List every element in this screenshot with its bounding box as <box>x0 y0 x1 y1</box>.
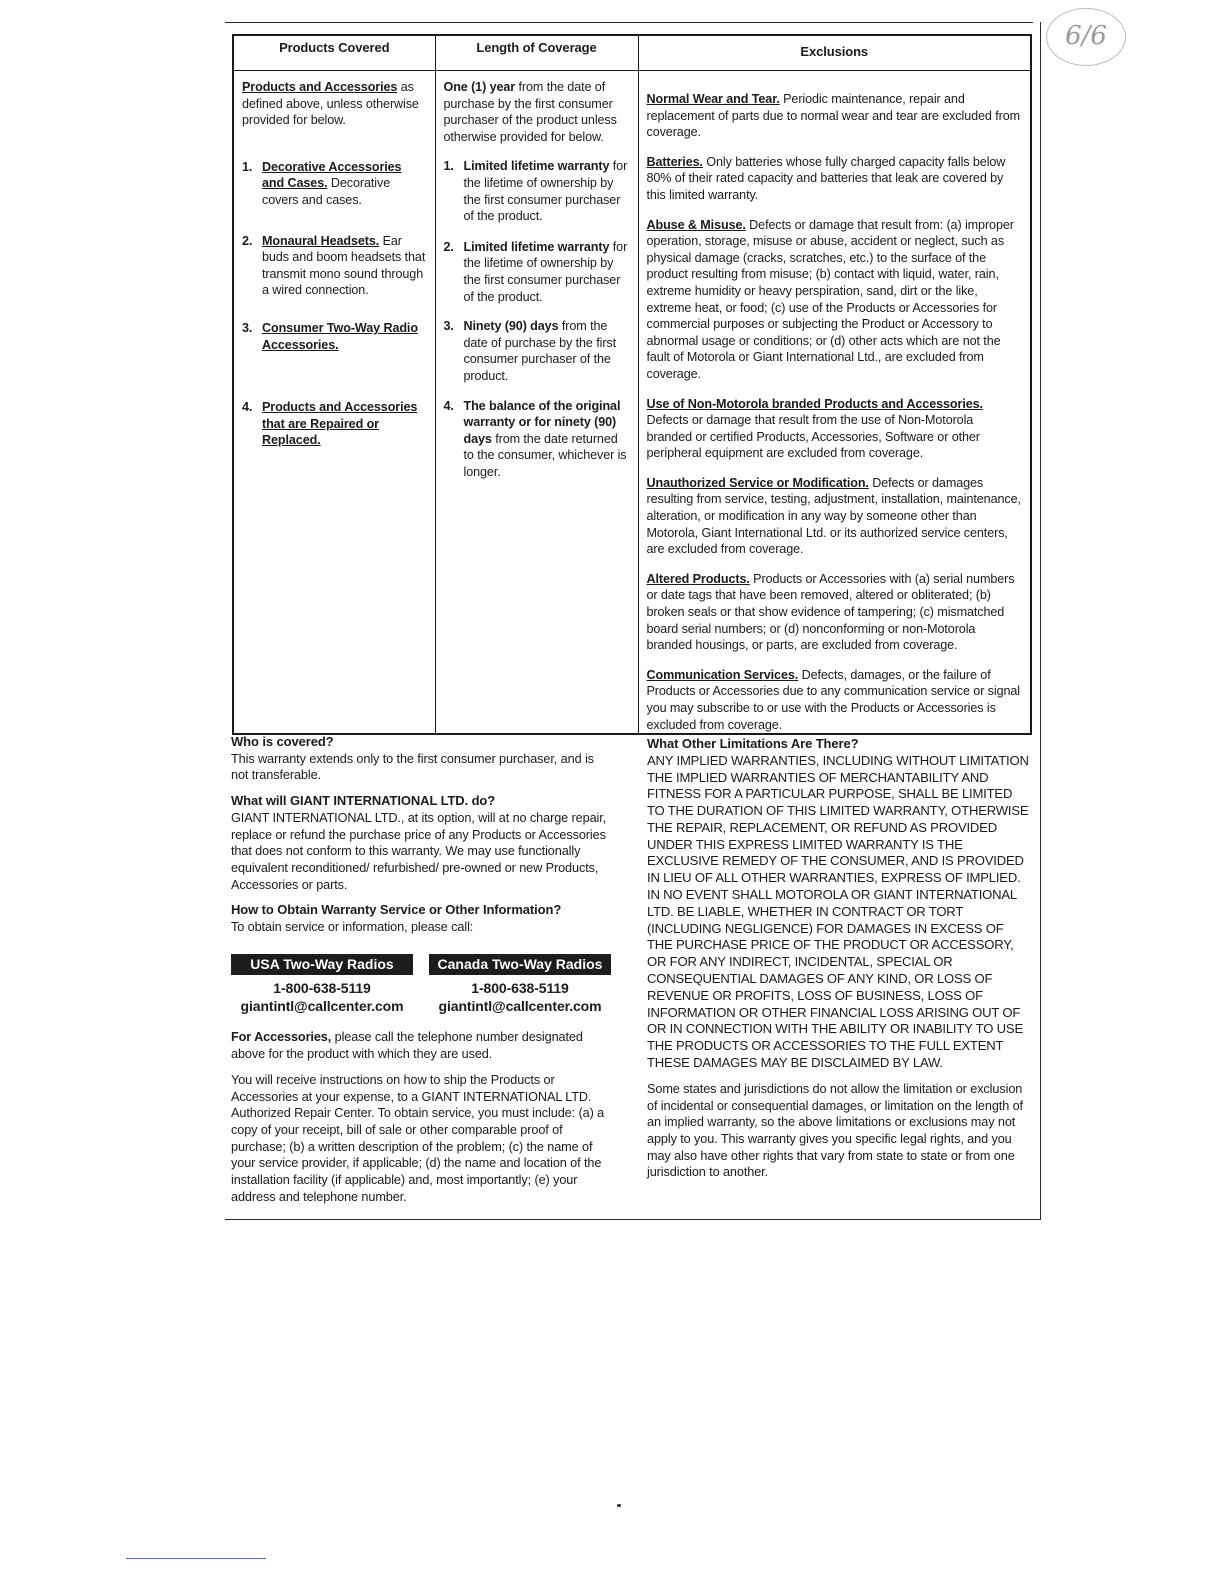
header-exclusions: Exclusions <box>638 35 1031 71</box>
coverage-item-1: 1. Limited lifetime warranty for the lifetime of ownership by the first consumer purchaser of the product. <box>443 159 628 224</box>
exclusions-cell <box>638 71 1031 735</box>
accessories-text: For Accessories, please call the telephone number designated above for the product with which they are used. <box>231 1030 583 1062</box>
length-of-coverage-cell <box>435 71 638 735</box>
exclusion-abuse-misuse: Abuse & Misuse. Defects or damage that result from: (a) improper operation, storage, misuse or abuse, accident or neglect, such as physical damage (cracks, scratches, etc.) to the surface of the product resulting from misuse; (b) contact with liquid, water, rain, extreme humidity or heavy perspiration, sand, dirt or the like, extreme heat, or food; (c) use of the Products or Accessories for commercial purposes or subjecting the Product or Accessory to abnormal usage or conditions; or (d) other acts which are not the fault of Motorola or Giant International Ltd., are excluded from coverage. <box>646 217 1014 381</box>
coverage-item-4: 4. The balance of the original warranty or for ninety (90) days from the date returned to the consumer, whichever is longer. <box>443 398 627 479</box>
handwritten-page-note: 6/6 <box>1046 8 1126 66</box>
bottom-rule <box>225 1219 1041 1220</box>
right-column <box>647 736 1030 1190</box>
exclusion-normal-wear: Normal Wear and Tear. Periodic maintenance, repair and replacement of parts due to normal wear and tear are excluded from coverage. <box>646 92 1021 140</box>
header-length-of-coverage: Length of Coverage <box>435 35 638 71</box>
who-heading: Who is covered? <box>231 734 334 749</box>
how-heading: How to Obtain Warranty Service or Other Information? <box>231 902 562 918</box>
product-item-4: 4. Products and Accessories that are Repaired or Replaced. <box>242 400 418 448</box>
product-item-2: 2. Monaural Headsets. Ear buds and boom headsets that transmit mono sound through a wired connection. <box>242 233 426 298</box>
top-rule <box>225 22 1033 23</box>
exclusion-altered-products: Altered Products. Products or Accessories with (a) serial numbers or date tags that have been removed, altered or obliterated; (b) broken seals or that show evidence of tampering; (c) mismatched board serial numbers; or (d) nonconforming or non-Motorola branded housings, or parts, are excluded from coverage. <box>646 571 1015 653</box>
scan-speck <box>617 1504 621 1507</box>
limitations-text: ANY IMPLIED WARRANTIES, INCLUDING WITHOUT LIMITATION THE IMPLIED WARRANTIES OF MERCHANTABILITY AND FITNESS FOR A PARTICULAR PURPOSE, SHALL BE LIMITED TO THE DURATION OF THIS LIMITED WARRANTY, OTHERWISE THE REPAIR, REPLACEMENT, OR REFUND AS PROVIDED UNDER THIS EXPRESS LIMITED WARRANTY IS THE EXCLUSIVE REMEDY OF THE CONSUMER, AND IS PROVIDED IN LIEU OF ALL OTHER WARRANTIES, EXPRESS OF IMPLIED. IN NO EVENT SHALL MOTOROLA OR GIANT INTERNATIONAL LTD. BE LIABLE, WHETHER IN CONTRACT OR TORT (INCLUDING NEGLIGENCE) FOR DAMAGES IN EXCESS OF THE PURCHASE PRICE OF THE PRODUCT OR ACCESSORY, OR FOR ANY INDIRECT, INCIDENTAL, SPECIAL OR CONSEQUENTIAL DAMAGES OF ANY KIND, OR LOSS OF REVENUE OR PROFITS, LOSS OF BUSINESS, LOSS OF INFORMATION OR OTHER FINANCIAL LOSS ARISING OUT OF OR IN CONNECTION WITH THE ABILITY OR INABILITY TO USE THE PRODUCTS OR ACCESSORIES TO THE FULL EXTENT THESE DAMAGES MAY BE DISCLAIMED BY LAW. <box>647 752 1029 1071</box>
who-text: This warranty extends only to the first consumer purchaser, and is not transferable. <box>231 751 594 783</box>
what-heading: What will GIANT INTERNATIONAL LTD. do? <box>231 793 496 809</box>
product-item-1: 1. Decorative Accessories and Cases. Decorative covers and cases. <box>242 159 402 207</box>
region-label-usa: USA Two-Way Radios <box>231 954 413 976</box>
exclusion-batteries: Batteries. Only batteries whose fully charged capacity falls below 80% of their rated capacity and batteries that leak are covered by this limited warranty. <box>646 154 1006 202</box>
coverage-intro: One (1) year from the date of purchase by the first consumer purchaser of the product unless otherwise provided for below. <box>443 80 617 144</box>
product-item-3: 3. Consumer Two-Way Radio Accessories. <box>242 320 418 352</box>
left-column <box>231 734 611 1214</box>
contact-boxes <box>231 954 611 1016</box>
states-text: Some states and jurisdictions do not allow the limitation or exclusion of incidental or consequential damages, or limitation on the length of an implied warranty, so the above limitations or exclusions may not apply to you. This warranty gives you specific legal rights, and you may also have other rights that vary from state to state or from one jurisdiction to another. <box>647 1081 1023 1180</box>
right-rule <box>1040 22 1041 1220</box>
coverage-item-2: 2. Limited lifetime warranty for the lifetime of ownership by the first consumer purchaser of the product. <box>443 239 628 304</box>
products-intro: Products and Accessories as defined above, unless otherwise provided for below. <box>242 80 419 128</box>
phone-usa: 1-800-638-5119 <box>273 980 371 997</box>
blue-underline-mark <box>126 1558 266 1559</box>
exclusion-unauthorized-service: Unauthorized Service or Modification. Defects or damages resulting from service, testing, adjustment, installation, maintenance, alteration, or modification in any way by someone other than Motorola, Giant International Ltd. or its authorized service centers, are excluded from coverage. <box>646 475 1021 557</box>
how-text: To obtain service or information, please call: <box>231 920 474 935</box>
region-label-canada: Canada Two-Way Radios <box>429 954 611 976</box>
header-products-covered: Products Covered <box>233 35 435 71</box>
email-canada: giantintl@callcenter.com <box>438 998 602 1015</box>
table-body-row <box>233 71 1031 735</box>
exclusion-non-motorola: Use of Non-Motorola branded Products and Accessories. Defects or damage that result from the use of Non-Motorola branded or certified Products, Accessories, Software or other peripheral equipment are excluded from coverage. <box>646 396 983 461</box>
table-header-row <box>233 35 1031 71</box>
coverage-table <box>232 34 1032 735</box>
phone-canada: 1-800-638-5119 <box>471 980 569 997</box>
contact-canada <box>429 954 611 1016</box>
products-covered-cell <box>233 71 435 735</box>
what-text: GIANT INTERNATIONAL LTD., at its option, will at no charge repair, replace or refund the purchase price of any Products or Accessories that does not conform to this warranty. We may use functionally equivalent reconditioned/ refurbished/ pre-owned or new Products, Accessories or parts. <box>231 810 607 892</box>
exclusion-communication-services: Communication Services. Defects, damages, or the failure of Products or Accessories due to any communication service or signal you may subscribe to or use with the Products or Accessories is excluded from coverage. <box>646 667 1020 732</box>
shipping-text: You will receive instructions on how to ship the Products or Accessories at your expense, to a GIANT INTERNATIONAL LTD. Authorized Repair Center. To obtain service, you must include: (a) a copy of your receipt, bill of sale or other comparable proof of purchase; (b) a written description of the problem; (c) the name of your service provider, if applicable; (d) the name and location of the installation facility (if applicable) and, most importantly; (e) your address and telephone number. <box>231 1072 605 1204</box>
contact-usa <box>231 954 413 1016</box>
email-usa: giantintl@callcenter.com <box>240 998 404 1015</box>
limitations-heading: What Other Limitations Are There? <box>647 736 859 751</box>
coverage-item-3: 3. Ninety (90) days from the date of purchase by the first consumer purchaser of the product. <box>443 319 617 383</box>
